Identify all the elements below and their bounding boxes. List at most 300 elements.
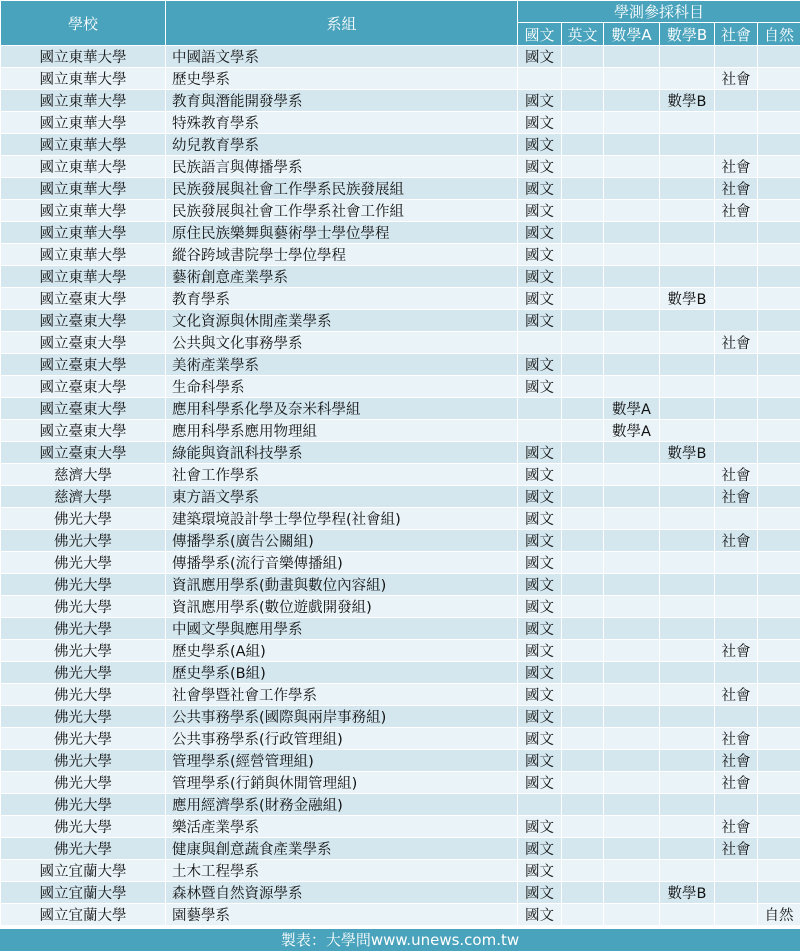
subject-cell-chinese: 國文 bbox=[518, 486, 562, 508]
department-cell: 東方語文學系 bbox=[166, 486, 518, 508]
school-cell: 國立東華大學 bbox=[1, 134, 166, 156]
subject-cell-chinese: 國文 bbox=[518, 134, 562, 156]
subject-cell-science bbox=[758, 244, 800, 266]
table-row bbox=[1, 530, 800, 552]
table-row bbox=[1, 90, 800, 112]
subject-cell-chinese: 國文 bbox=[518, 508, 562, 530]
subject-cell-english bbox=[562, 904, 604, 926]
subject-cell-math-a bbox=[604, 750, 660, 772]
subject-cell-social bbox=[715, 46, 758, 68]
subject-cell-social bbox=[715, 508, 758, 530]
subject-cell-chinese: 國文 bbox=[518, 552, 562, 574]
subject-cell-science bbox=[758, 134, 800, 156]
subject-cell-english bbox=[562, 200, 604, 222]
subject-cell-social: 社會 bbox=[715, 684, 758, 706]
subject-cell-science bbox=[758, 684, 800, 706]
subject-header-science: 自然 bbox=[758, 23, 800, 46]
footer-credit: 製表：大學問www.unews.com.tw bbox=[0, 929, 800, 951]
school-cell: 國立臺東大學 bbox=[1, 332, 166, 354]
subject-header-chinese: 國文 bbox=[518, 23, 562, 46]
subject-cell-math-a bbox=[604, 706, 660, 728]
subject-cell-science bbox=[758, 552, 800, 574]
department-cell: 社會工作學系 bbox=[166, 464, 518, 486]
subject-cell-math-a bbox=[604, 794, 660, 816]
subject-cell-math-b bbox=[660, 68, 715, 90]
subject-cell-math-a bbox=[604, 332, 660, 354]
school-cell: 佛光大學 bbox=[1, 772, 166, 794]
subject-cell-science bbox=[758, 816, 800, 838]
table-row bbox=[1, 376, 800, 398]
subject-cell-math-a bbox=[604, 200, 660, 222]
table-row bbox=[1, 706, 800, 728]
table-row bbox=[1, 420, 800, 442]
subject-cell-science bbox=[758, 640, 800, 662]
subject-cell-chinese: 國文 bbox=[518, 376, 562, 398]
subject-cell-science bbox=[758, 662, 800, 684]
subject-cell-english bbox=[562, 310, 604, 332]
subject-cell-math-b bbox=[660, 354, 715, 376]
subject-cell-science bbox=[758, 332, 800, 354]
subject-cell-math-b bbox=[660, 464, 715, 486]
school-cell: 國立東華大學 bbox=[1, 46, 166, 68]
subject-cell-chinese bbox=[518, 398, 562, 420]
table-row bbox=[1, 68, 800, 90]
subject-cell-science bbox=[758, 222, 800, 244]
subject-cell-math-b bbox=[660, 530, 715, 552]
subject-cell-science bbox=[758, 442, 800, 464]
department-cell: 公共與文化事務學系 bbox=[166, 332, 518, 354]
subject-cell-science bbox=[758, 90, 800, 112]
subject-cell-science bbox=[758, 574, 800, 596]
subject-cell-math-a bbox=[604, 882, 660, 904]
department-cell: 資訊應用學系(數位遊戲開發組) bbox=[166, 596, 518, 618]
subject-cell-math-b bbox=[660, 332, 715, 354]
subject-cell-science bbox=[758, 596, 800, 618]
subject-cell-social bbox=[715, 860, 758, 882]
subject-cell-math-a bbox=[604, 266, 660, 288]
subject-cell-math-b bbox=[660, 552, 715, 574]
subject-header-math-b: 數學B bbox=[660, 23, 715, 46]
school-cell: 國立臺東大學 bbox=[1, 310, 166, 332]
subject-cell-english bbox=[562, 552, 604, 574]
subject-cell-math-b bbox=[660, 178, 715, 200]
table-body bbox=[1, 46, 800, 926]
subject-cell-english bbox=[562, 222, 604, 244]
subject-cell-math-b bbox=[660, 684, 715, 706]
school-cell: 慈濟大學 bbox=[1, 486, 166, 508]
subject-cell-math-b bbox=[660, 508, 715, 530]
subject-cell-chinese: 國文 bbox=[518, 90, 562, 112]
subject-cell-social: 社會 bbox=[715, 772, 758, 794]
subject-cell-chinese: 國文 bbox=[518, 618, 562, 640]
subject-cell-social: 社會 bbox=[715, 156, 758, 178]
department-cell: 中國語文學系 bbox=[166, 46, 518, 68]
subject-header-social: 社會 bbox=[715, 23, 758, 46]
subject-cell-social bbox=[715, 310, 758, 332]
table-row bbox=[1, 288, 800, 310]
department-cell: 應用科學系化學及奈米科學組 bbox=[166, 398, 518, 420]
subject-cell-math-b bbox=[660, 574, 715, 596]
subject-cell-science bbox=[758, 860, 800, 882]
table-row bbox=[1, 310, 800, 332]
subject-cell-english bbox=[562, 156, 604, 178]
school-cell: 佛光大學 bbox=[1, 728, 166, 750]
school-cell: 國立東華大學 bbox=[1, 200, 166, 222]
department-cell: 中國文學與應用學系 bbox=[166, 618, 518, 640]
subject-cell-chinese: 國文 bbox=[518, 640, 562, 662]
table-header bbox=[1, 1, 800, 46]
subject-cell-math-a bbox=[604, 662, 660, 684]
subject-cell-math-a bbox=[604, 904, 660, 926]
subject-cell-social bbox=[715, 794, 758, 816]
school-cell: 佛光大學 bbox=[1, 640, 166, 662]
subject-cell-english bbox=[562, 112, 604, 134]
department-cell: 傳播學系(廣告公關組) bbox=[166, 530, 518, 552]
subject-cell-math-b bbox=[660, 200, 715, 222]
subject-cell-math-b bbox=[660, 266, 715, 288]
subject-cell-social bbox=[715, 706, 758, 728]
subject-cell-social bbox=[715, 376, 758, 398]
subject-cell-chinese: 國文 bbox=[518, 354, 562, 376]
subject-cell-math-b bbox=[660, 398, 715, 420]
school-cell: 國立宜蘭大學 bbox=[1, 904, 166, 926]
department-cell: 歷史學系(A組) bbox=[166, 640, 518, 662]
department-cell: 應用科學系應用物理組 bbox=[166, 420, 518, 442]
department-cell: 民族語言與傳播學系 bbox=[166, 156, 518, 178]
school-cell: 佛光大學 bbox=[1, 508, 166, 530]
subject-cell-social bbox=[715, 90, 758, 112]
subject-cell-english bbox=[562, 442, 604, 464]
table-row bbox=[1, 266, 800, 288]
subject-cell-math-a bbox=[604, 134, 660, 156]
subject-cell-science bbox=[758, 750, 800, 772]
subject-cell-math-a bbox=[604, 354, 660, 376]
table-row bbox=[1, 838, 800, 860]
subject-cell-english bbox=[562, 464, 604, 486]
school-cell: 佛光大學 bbox=[1, 838, 166, 860]
table-row bbox=[1, 508, 800, 530]
subject-cell-math-a bbox=[604, 486, 660, 508]
school-cell: 佛光大學 bbox=[1, 706, 166, 728]
subject-cell-science bbox=[758, 420, 800, 442]
subject-cell-math-a bbox=[604, 618, 660, 640]
school-cell: 佛光大學 bbox=[1, 596, 166, 618]
subject-cell-math-a bbox=[604, 442, 660, 464]
department-cell: 應用經濟學系(財務金融組) bbox=[166, 794, 518, 816]
subject-cell-science bbox=[758, 838, 800, 860]
subject-cell-science bbox=[758, 508, 800, 530]
school-cell: 佛光大學 bbox=[1, 574, 166, 596]
subject-cell-chinese: 國文 bbox=[518, 178, 562, 200]
subject-cell-math-a bbox=[604, 222, 660, 244]
table-row bbox=[1, 178, 800, 200]
department-cell: 幼兒教育學系 bbox=[166, 134, 518, 156]
subject-cell-english bbox=[562, 376, 604, 398]
subject-cell-math-a bbox=[604, 46, 660, 68]
subject-cell-social: 社會 bbox=[715, 750, 758, 772]
subject-cell-social bbox=[715, 266, 758, 288]
table-row bbox=[1, 794, 800, 816]
subject-cell-math-b bbox=[660, 596, 715, 618]
subject-cell-english bbox=[562, 508, 604, 530]
subject-cell-social bbox=[715, 618, 758, 640]
subject-cell-science bbox=[758, 398, 800, 420]
table-row bbox=[1, 112, 800, 134]
subject-cell-math-b bbox=[660, 156, 715, 178]
subject-cell-social bbox=[715, 552, 758, 574]
table-row bbox=[1, 882, 800, 904]
department-cell: 管理學系(經營管理組) bbox=[166, 750, 518, 772]
table-row bbox=[1, 464, 800, 486]
school-cell: 國立東華大學 bbox=[1, 266, 166, 288]
department-cell: 歷史學系(B組) bbox=[166, 662, 518, 684]
subject-cell-science bbox=[758, 706, 800, 728]
department-cell: 傳播學系(流行音樂傳播組) bbox=[166, 552, 518, 574]
school-cell: 佛光大學 bbox=[1, 684, 166, 706]
subject-cell-science bbox=[758, 178, 800, 200]
subject-cell-social: 社會 bbox=[715, 530, 758, 552]
department-cell: 生命科學系 bbox=[166, 376, 518, 398]
subject-cell-chinese bbox=[518, 332, 562, 354]
subject-cell-science bbox=[758, 288, 800, 310]
department-cell: 教育學系 bbox=[166, 288, 518, 310]
school-cell: 佛光大學 bbox=[1, 816, 166, 838]
subject-cell-math-a bbox=[604, 530, 660, 552]
school-cell: 國立臺東大學 bbox=[1, 354, 166, 376]
department-cell: 森林暨自然資源學系 bbox=[166, 882, 518, 904]
subject-cell-math-b bbox=[660, 706, 715, 728]
table-row bbox=[1, 354, 800, 376]
subject-cell-social bbox=[715, 442, 758, 464]
subject-cell-math-a bbox=[604, 464, 660, 486]
subject-cell-chinese bbox=[518, 794, 562, 816]
subject-cell-math-a bbox=[604, 816, 660, 838]
subject-cell-math-b bbox=[660, 244, 715, 266]
subject-cell-math-a bbox=[604, 310, 660, 332]
school-cell: 佛光大學 bbox=[1, 530, 166, 552]
subject-cell-english bbox=[562, 420, 604, 442]
subject-cell-social: 社會 bbox=[715, 486, 758, 508]
table-row bbox=[1, 134, 800, 156]
subject-cell-social: 社會 bbox=[715, 816, 758, 838]
subject-cell-social: 社會 bbox=[715, 178, 758, 200]
subject-cell-math-b bbox=[660, 750, 715, 772]
subject-cell-english bbox=[562, 882, 604, 904]
subject-cell-math-a bbox=[604, 244, 660, 266]
subject-cell-chinese bbox=[518, 420, 562, 442]
school-cell: 國立東華大學 bbox=[1, 156, 166, 178]
table-row bbox=[1, 244, 800, 266]
subject-cell-math-b bbox=[660, 860, 715, 882]
department-cell: 特殊教育學系 bbox=[166, 112, 518, 134]
subject-cell-math-b bbox=[660, 640, 715, 662]
subject-cell-math-b: 數學B bbox=[660, 442, 715, 464]
subject-cell-social bbox=[715, 420, 758, 442]
department-cell: 原住民族樂舞與藝術學士學位學程 bbox=[166, 222, 518, 244]
school-cell: 佛光大學 bbox=[1, 618, 166, 640]
subject-cell-science bbox=[758, 266, 800, 288]
school-cell: 國立臺東大學 bbox=[1, 442, 166, 464]
subject-cell-chinese bbox=[518, 68, 562, 90]
subject-cell-math-b bbox=[660, 46, 715, 68]
subject-cell-math-a bbox=[604, 552, 660, 574]
subject-cell-chinese: 國文 bbox=[518, 46, 562, 68]
subject-cell-science bbox=[758, 464, 800, 486]
subject-cell-social bbox=[715, 662, 758, 684]
department-cell: 美術產業學系 bbox=[166, 354, 518, 376]
subject-cell-social bbox=[715, 134, 758, 156]
subject-cell-english bbox=[562, 706, 604, 728]
table-row bbox=[1, 662, 800, 684]
subject-cell-chinese: 國文 bbox=[518, 288, 562, 310]
subjects-group-header: 學測參採科目 bbox=[518, 1, 800, 23]
subject-cell-english bbox=[562, 838, 604, 860]
subject-cell-math-a bbox=[604, 178, 660, 200]
subject-cell-math-b bbox=[660, 728, 715, 750]
table-row bbox=[1, 816, 800, 838]
school-cell: 國立宜蘭大學 bbox=[1, 882, 166, 904]
table-row bbox=[1, 904, 800, 926]
subject-cell-math-b bbox=[660, 794, 715, 816]
subject-cell-chinese: 國文 bbox=[518, 772, 562, 794]
subject-cell-english bbox=[562, 596, 604, 618]
table-row bbox=[1, 398, 800, 420]
subject-cell-math-b bbox=[660, 376, 715, 398]
subject-cell-english bbox=[562, 90, 604, 112]
subject-cell-chinese: 國文 bbox=[518, 816, 562, 838]
subject-cell-chinese: 國文 bbox=[518, 156, 562, 178]
subject-cell-english bbox=[562, 618, 604, 640]
table-row bbox=[1, 574, 800, 596]
subject-cell-social bbox=[715, 596, 758, 618]
subject-cell-math-a bbox=[604, 728, 660, 750]
subject-cell-math-b bbox=[660, 112, 715, 134]
subject-cell-chinese: 國文 bbox=[518, 860, 562, 882]
subject-cell-math-b bbox=[660, 420, 715, 442]
table-row bbox=[1, 750, 800, 772]
subject-cell-chinese: 國文 bbox=[518, 310, 562, 332]
subject-cell-chinese: 國文 bbox=[518, 530, 562, 552]
subject-cell-math-b: 數學B bbox=[660, 882, 715, 904]
subject-cell-english bbox=[562, 662, 604, 684]
table-row bbox=[1, 156, 800, 178]
subject-cell-english bbox=[562, 134, 604, 156]
subject-cell-english bbox=[562, 640, 604, 662]
subject-cell-social: 社會 bbox=[715, 332, 758, 354]
subject-cell-math-b: 數學B bbox=[660, 90, 715, 112]
subject-cell-math-b bbox=[660, 310, 715, 332]
department-cell: 樂活產業學系 bbox=[166, 816, 518, 838]
subject-cell-chinese: 國文 bbox=[518, 266, 562, 288]
department-cell: 教育與潛能開發學系 bbox=[166, 90, 518, 112]
school-cell: 國立東華大學 bbox=[1, 244, 166, 266]
table-row bbox=[1, 596, 800, 618]
subject-cell-social bbox=[715, 574, 758, 596]
subject-cell-math-a bbox=[604, 508, 660, 530]
subject-cell-social: 社會 bbox=[715, 640, 758, 662]
subject-cell-science bbox=[758, 310, 800, 332]
table-row bbox=[1, 640, 800, 662]
subject-cell-english bbox=[562, 332, 604, 354]
subject-cell-math-a bbox=[604, 684, 660, 706]
department-cell: 資訊應用學系(動畫與數位內容組) bbox=[166, 574, 518, 596]
subject-cell-math-a bbox=[604, 640, 660, 662]
department-cell: 建築環境設計學士學位學程(社會組) bbox=[166, 508, 518, 530]
subject-cell-english bbox=[562, 398, 604, 420]
school-cell: 國立東華大學 bbox=[1, 178, 166, 200]
subject-cell-chinese: 國文 bbox=[518, 904, 562, 926]
table-row bbox=[1, 552, 800, 574]
subject-cell-english bbox=[562, 816, 604, 838]
department-cell: 健康與創意蔬食產業學系 bbox=[166, 838, 518, 860]
school-column-header: 學校 bbox=[1, 1, 166, 46]
school-cell: 國立臺東大學 bbox=[1, 288, 166, 310]
table-row bbox=[1, 442, 800, 464]
department-cell: 藝術創意產業學系 bbox=[166, 266, 518, 288]
table-row bbox=[1, 222, 800, 244]
table-row bbox=[1, 618, 800, 640]
subject-cell-science bbox=[758, 112, 800, 134]
subject-cell-math-a bbox=[604, 288, 660, 310]
school-cell: 佛光大學 bbox=[1, 750, 166, 772]
subject-cell-social: 社會 bbox=[715, 838, 758, 860]
school-cell: 佛光大學 bbox=[1, 794, 166, 816]
subject-cell-social: 社會 bbox=[715, 68, 758, 90]
subject-cell-science bbox=[758, 794, 800, 816]
subject-cell-social bbox=[715, 244, 758, 266]
subject-cell-math-a: 數學A bbox=[604, 398, 660, 420]
subject-cell-math-a bbox=[604, 376, 660, 398]
subject-cell-chinese: 國文 bbox=[518, 464, 562, 486]
subject-cell-english bbox=[562, 728, 604, 750]
table-row bbox=[1, 46, 800, 68]
school-cell: 佛光大學 bbox=[1, 662, 166, 684]
subject-cell-social bbox=[715, 882, 758, 904]
school-cell: 佛光大學 bbox=[1, 552, 166, 574]
subject-cell-english bbox=[562, 794, 604, 816]
subject-cell-math-b bbox=[660, 134, 715, 156]
table-row bbox=[1, 684, 800, 706]
subject-cell-chinese: 國文 bbox=[518, 882, 562, 904]
subject-cell-math-a bbox=[604, 574, 660, 596]
subject-cell-math-a bbox=[604, 156, 660, 178]
school-cell: 國立東華大學 bbox=[1, 68, 166, 90]
subject-header-english: 英文 bbox=[562, 23, 604, 46]
department-cell: 公共事務學系(國際與兩岸事務組) bbox=[166, 706, 518, 728]
subject-cell-math-b bbox=[660, 486, 715, 508]
subject-cell-science bbox=[758, 46, 800, 68]
subject-cell-math-a bbox=[604, 838, 660, 860]
subject-cell-social: 社會 bbox=[715, 464, 758, 486]
table-row bbox=[1, 860, 800, 882]
subject-cell-english bbox=[562, 266, 604, 288]
department-cell: 歷史學系 bbox=[166, 68, 518, 90]
subject-cell-english bbox=[562, 68, 604, 90]
department-column-header: 系組 bbox=[166, 1, 518, 46]
subject-cell-social bbox=[715, 222, 758, 244]
subject-cell-math-b bbox=[660, 816, 715, 838]
subject-cell-math-b bbox=[660, 904, 715, 926]
department-cell: 土木工程學系 bbox=[166, 860, 518, 882]
subject-header-math-a: 數學A bbox=[604, 23, 660, 46]
subject-cell-english bbox=[562, 684, 604, 706]
subject-cell-social bbox=[715, 904, 758, 926]
subject-cell-english bbox=[562, 244, 604, 266]
subject-cell-science bbox=[758, 882, 800, 904]
subject-cell-math-a bbox=[604, 596, 660, 618]
subject-cell-english bbox=[562, 178, 604, 200]
subject-cell-english bbox=[562, 354, 604, 376]
